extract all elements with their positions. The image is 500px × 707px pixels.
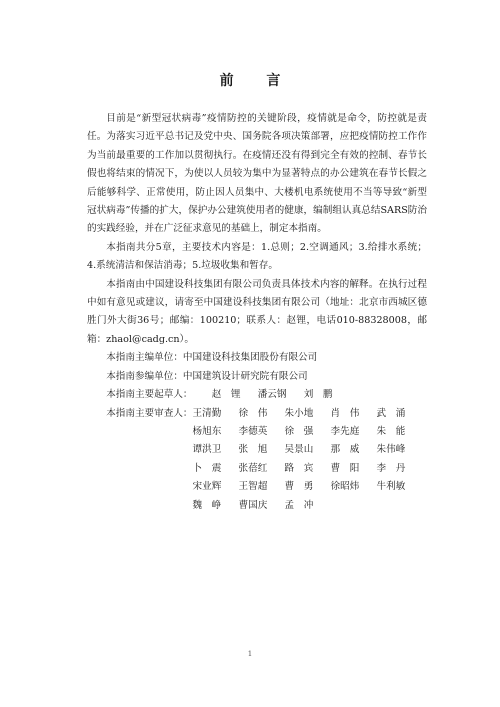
reviewer-name-grid (193, 405, 423, 515)
drafter-name: 潘云钢 (257, 389, 287, 401)
page-number: 1 (247, 650, 253, 658)
reviewer-name: 谭洪卫 (192, 444, 222, 456)
reviewer-name: 那 威 (330, 444, 360, 456)
reviewer-name: 魏 峥 (192, 499, 222, 511)
reviewer-name: 曹国庆 (238, 499, 268, 511)
chief-editor-unit: 本指南主编单位：中国建设科技集团股份有限公司 (106, 352, 318, 364)
reviewer-name: 肖 伟 (330, 407, 360, 419)
reviewer-name: 徐昭炜 (330, 481, 360, 493)
main-reviewers-block (106, 405, 427, 515)
reviewer-name: 朱伟峰 (376, 444, 406, 456)
document-body (87, 110, 427, 515)
reviewer-name: 李先庭 (330, 425, 360, 437)
reviewer-name: 卜 震 (192, 462, 222, 474)
main-reviewers-label: 本指南主要审查人： (106, 407, 193, 419)
reviewer-name: 徐 伟 (238, 407, 268, 419)
reviewer-name: 路 宾 (284, 462, 314, 474)
drafter-name: 赵 锂 (211, 389, 241, 401)
reviewer-name: 宋业辉 (192, 481, 222, 493)
reviewer-name: 牛利敏 (376, 481, 406, 493)
reviewer-name: 张 旭 (238, 444, 268, 456)
reviewer-name: 王清勤 (192, 407, 222, 419)
reviewer-name: 朱小地 (284, 407, 314, 419)
interpretation-paragraph: 本指南由中国建设科技集团有限公司负责具体技术内容的解释。在执行过程中如有意见或建议，请寄至中国建设科技集团有限公司（地址：北京市西城区德胜门外大街36号；邮编：100210；联系人：赵锂，电话010-88328008，邮箱：zhaol@cadg.cn）。 (87, 278, 427, 345)
reviewer-name: 曹 阳 (330, 462, 360, 474)
reviewer-name: 李 丹 (376, 462, 406, 474)
reviewer-name: 孟 冲 (284, 499, 314, 511)
contents-paragraph: 本指南共分5章，主要技术内容是：1.总则；2.空调通风；3.给排水系统；4.系统清洁和保洁消毒；5.垃圾收集和暂存。 (87, 241, 427, 272)
reviewer-name: 朱 能 (376, 425, 406, 437)
reviewer-name: 李德英 (238, 425, 268, 437)
drafter-name: 刘 鹏 (303, 389, 333, 401)
intro-paragraph: 目前是“新型冠状病毒”疫情防控的关键阶段，疫情就是命令，防控就是责任。为落实习近平总书记及党中央、国务院各项决策部署，应把疫情防控工作作为当前最重要的工作加以贯彻执行。在疫情还没有得到完全有效的控制、春节长假也将结束的情况下，为使以人员较为集中为显著特点的办公建筑在春节长假之后能够科学、正常使用，防止因人员集中、大楼机电系统使用不当等导致“新型冠状病毒”传播的扩大，保护办公建筑使用者的健康，编制组认真总结SARS防治的实践经验，并在广泛征求意见的基础上，制定本指南。 (87, 113, 427, 235)
main-drafters-line (87, 386, 427, 404)
reviewer-name: 武 涌 (376, 407, 406, 419)
reviewer-name: 曹 勇 (284, 481, 314, 493)
reviewer-name: 徐 强 (284, 425, 314, 437)
reviewer-name: 王智超 (238, 481, 268, 493)
page-title: 前 言 (219, 73, 295, 89)
reviewer-name: 杨旭东 (192, 425, 222, 437)
participating-unit: 本指南参编单位：中国建筑设计研究院有限公司 (106, 370, 308, 382)
main-drafters-label: 本指南主要起草人： (106, 389, 193, 401)
reviewer-name: 张蓓红 (238, 462, 268, 474)
reviewer-name: 吴景山 (284, 444, 314, 456)
